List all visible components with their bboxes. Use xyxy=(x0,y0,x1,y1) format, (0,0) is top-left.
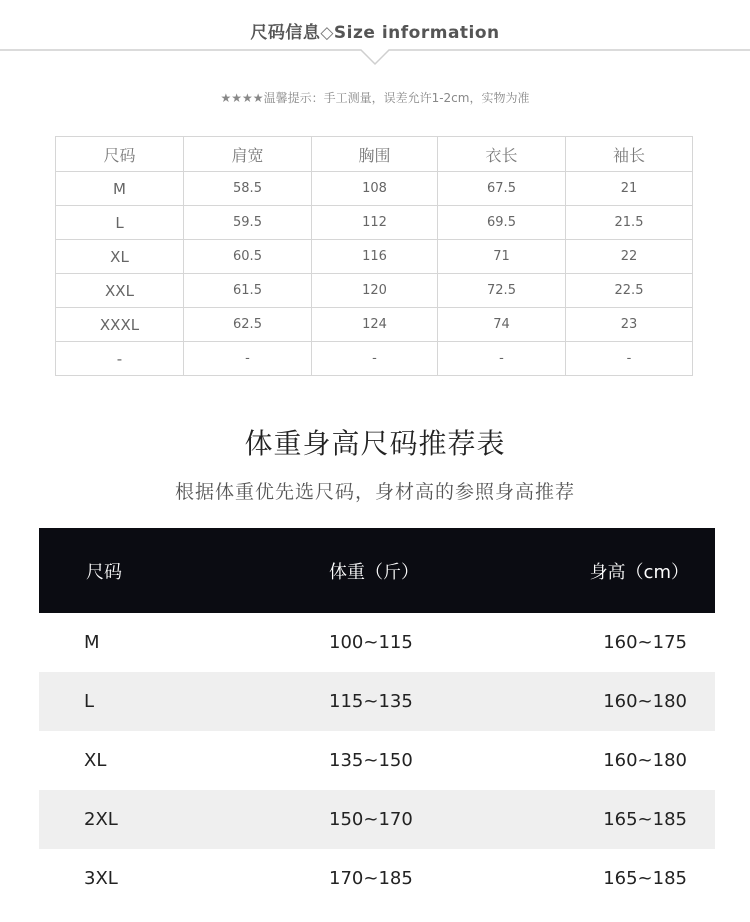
table-cell: - xyxy=(438,342,566,376)
table-cell: 21 xyxy=(566,172,693,206)
col-header: 尺码 xyxy=(56,137,184,172)
recommend-title: 体重身高尺码推荐表 xyxy=(244,427,506,460)
table-cell: XL xyxy=(56,240,184,274)
table-cell: - xyxy=(184,342,312,376)
col-header: 袖长 xyxy=(566,137,693,172)
table-cell: 124 xyxy=(312,308,438,342)
col-header: 衣长 xyxy=(438,137,566,172)
height-cell: 160~175 xyxy=(603,632,687,653)
weight-cell: 100~115 xyxy=(329,632,413,653)
table-cell: 69.5 xyxy=(438,206,566,240)
size-cell: 3XL xyxy=(84,868,118,889)
table-row xyxy=(56,240,693,274)
recommend-subtitle: 根据体重优先选尺码，身材高的参照身高推荐 xyxy=(174,481,575,503)
height-cell: 165~185 xyxy=(603,809,687,830)
table-cell: L xyxy=(56,206,184,240)
table-cell: 21.5 xyxy=(566,206,693,240)
table-cell: 67.5 xyxy=(438,172,566,206)
col-header: 胸围 xyxy=(312,137,438,172)
table-row xyxy=(56,308,693,342)
table-cell: 60.5 xyxy=(184,240,312,274)
table-cell: 22.5 xyxy=(566,274,693,308)
table-row xyxy=(39,849,715,908)
table-cell: - xyxy=(56,342,184,376)
col-header-size: 尺码 xyxy=(86,561,122,583)
table-cell: 74 xyxy=(438,308,566,342)
table-row xyxy=(39,672,715,731)
table-cell: 23 xyxy=(566,308,693,342)
table-cell: 108 xyxy=(312,172,438,206)
table-cell: 22 xyxy=(566,240,693,274)
weight-cell: 170~185 xyxy=(329,868,413,889)
table-cell: 58.5 xyxy=(184,172,312,206)
size-cell: XL xyxy=(84,750,107,771)
size-table xyxy=(55,136,693,376)
table-cell: 62.5 xyxy=(184,308,312,342)
section-header xyxy=(0,0,750,70)
header-divider xyxy=(0,48,750,68)
size-cell: M xyxy=(84,632,100,653)
recommend-table-header xyxy=(39,528,715,613)
table-row xyxy=(56,342,693,376)
table-cell: 112 xyxy=(312,206,438,240)
height-cell: 160~180 xyxy=(603,750,687,771)
table-cell: 59.5 xyxy=(184,206,312,240)
table-cell: 72.5 xyxy=(438,274,566,308)
table-row xyxy=(39,790,715,849)
table-row xyxy=(56,274,693,308)
table-cell: XXL xyxy=(56,274,184,308)
weight-cell: 150~170 xyxy=(329,809,413,830)
table-cell: 116 xyxy=(312,240,438,274)
section-title xyxy=(0,18,750,43)
height-cell: 160~180 xyxy=(603,691,687,712)
table-row xyxy=(39,731,715,790)
weight-cell: 115~135 xyxy=(329,691,413,712)
diamond-icon: ◇ xyxy=(320,23,334,43)
table-cell: XXXL xyxy=(56,308,184,342)
table-cell: 61.5 xyxy=(184,274,312,308)
col-header: 肩宽 xyxy=(184,137,312,172)
height-cell: 165~185 xyxy=(603,868,687,889)
table-row xyxy=(39,613,715,672)
weight-cell: 135~150 xyxy=(329,750,413,771)
col-header-height: 身高（cm） xyxy=(589,561,689,583)
table-row xyxy=(56,206,693,240)
title-en: Size information xyxy=(333,23,500,43)
measurement-note: ★★★★温馨提示：手工测量，误差允许1-2cm，实物为准 xyxy=(220,91,530,105)
table-cell: 120 xyxy=(312,274,438,308)
table-cell: - xyxy=(566,342,693,376)
table-cell: 71 xyxy=(438,240,566,274)
size-table-header xyxy=(56,137,693,172)
size-cell: L xyxy=(84,691,95,712)
col-header-weight: 体重（斤） xyxy=(329,561,419,583)
recommend-table xyxy=(39,528,715,908)
table-cell: M xyxy=(56,172,184,206)
table-row xyxy=(56,172,693,206)
table-cell: - xyxy=(312,342,438,376)
size-cell: 2XL xyxy=(84,809,118,830)
title-cn: 尺码信息 xyxy=(250,23,321,43)
